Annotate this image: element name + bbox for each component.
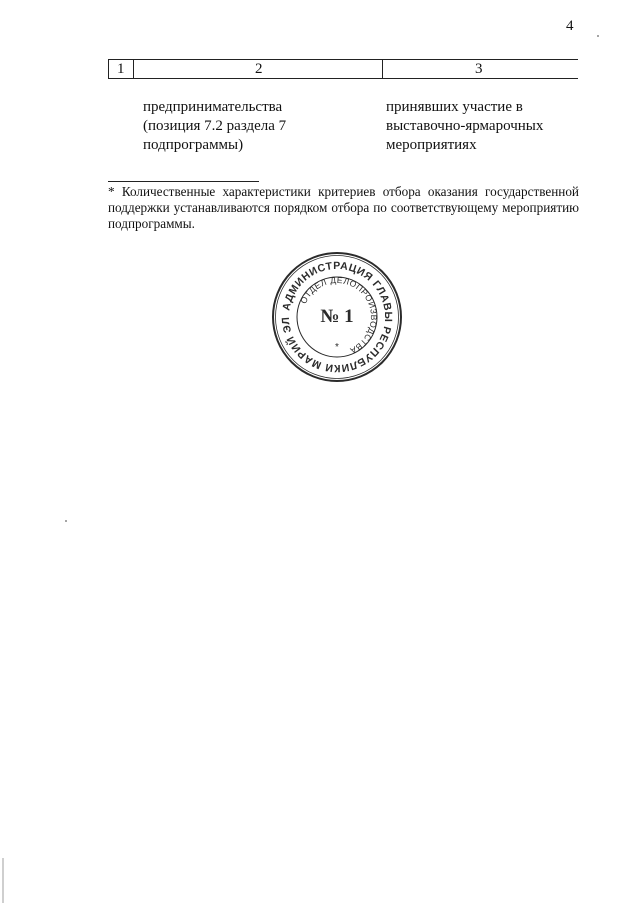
scan-speck	[65, 520, 67, 522]
table-divider-2	[382, 60, 383, 78]
table-cell-col3: принявших участие в выставочно-ярмарочных мероприятиях	[386, 99, 544, 153]
page-number: 4	[566, 18, 574, 34]
table-header-row	[108, 59, 578, 79]
table-divider-1	[133, 60, 134, 78]
scan-edge-mark	[2, 858, 4, 903]
scan-speck	[597, 35, 599, 37]
seal-star: *	[335, 342, 339, 353]
seal-inner-text: ОТДЕЛ ДЕЛОПРОИЗВОДСТВА	[298, 274, 380, 357]
footnote-separator	[108, 181, 259, 182]
column-number-2: 2	[255, 61, 263, 77]
footnote-text: * Количественные характеристики критериев отбора оказания государственной поддержки устанавливаются порядком отбора по соответствующему мероприятию подпрограммы.	[108, 184, 579, 231]
seal-number: № 1	[320, 306, 354, 327]
column-number-3: 3	[475, 61, 483, 77]
table-cell-col2: предпринимательства (позиция 7.2 раздела 7 подпрограммы)	[143, 99, 287, 153]
column-number-1: 1	[117, 61, 125, 77]
seal-outer-text: АДМИНИСТРАЦИЯ ГЛАВЫ РЕСПУБЛИКИ МАРИЙ ЭЛ	[279, 259, 395, 375]
table-border-left	[108, 60, 109, 78]
official-seal	[271, 251, 403, 383]
